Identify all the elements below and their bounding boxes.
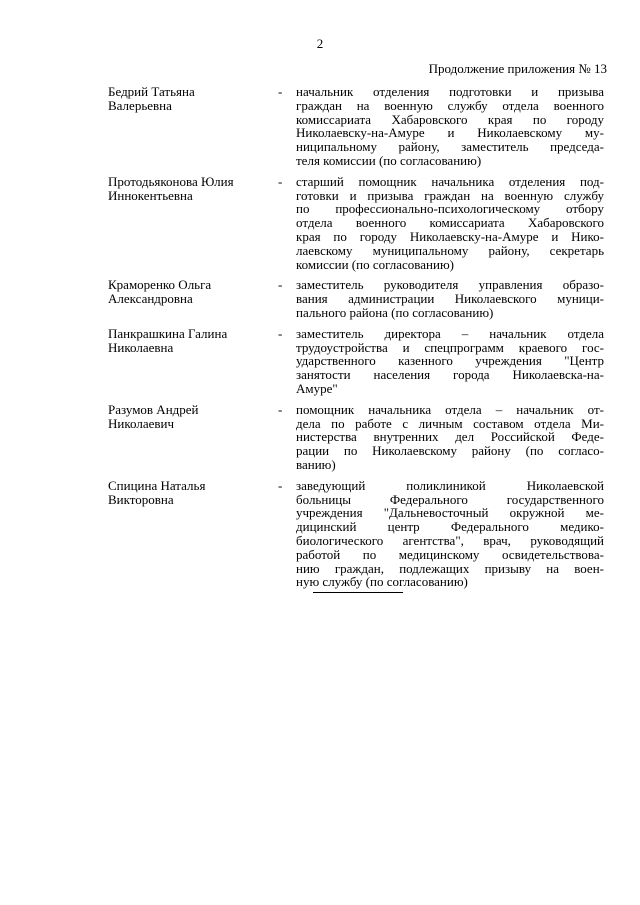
member-position-line: ную службу (по согласованию): [296, 574, 468, 590]
member-name: [108, 85, 278, 113]
continuation-note: Продолжение приложения № 13: [428, 61, 607, 76]
page-number: 2: [316, 36, 324, 51]
entry-dash: -: [278, 325, 283, 341]
member-position-line: края по городу Николаевску-на-Амуре и Нико-: [296, 228, 604, 244]
member-name-line: Николаевич: [108, 415, 174, 431]
member-name-line: Николаевна: [108, 339, 174, 355]
entry-dash: -: [278, 401, 283, 417]
member-position-line: по профессионально-психологическому отбору: [296, 201, 604, 217]
member-position-line: заведующий поликлиникой Николаевской: [296, 477, 604, 493]
member-position: [296, 479, 604, 589]
member-position-line: биологического агентства", врач, руководящий: [296, 532, 604, 548]
member-position-line: пального района (по согласованию): [296, 304, 494, 320]
entry-dash: -: [278, 84, 283, 99]
member-position-line: Николаевску-на-Амуре и Николаевскому му-: [296, 125, 604, 141]
member-position-line: ниципальному району, заместитель председа-: [296, 139, 604, 155]
member-position-line: заместитель руководителя управления образо-: [296, 277, 604, 293]
member-name-line: Спицина Наталья: [108, 477, 206, 493]
member-entry: [108, 278, 604, 319]
commission-members-list: [108, 85, 604, 596]
member-name-line: Бедрий Татьяна: [108, 84, 195, 99]
member-name: [108, 278, 278, 306]
member-position-line: помощник начальника отдела – начальник от-: [296, 401, 604, 417]
member-position: [296, 327, 604, 396]
member-position-line: учреждения "Дальневосточный окружной ме-: [296, 505, 604, 521]
member-position-line: нистерства внутренних дел Российской Феде-: [296, 429, 604, 445]
member-position-line: рации по Николаевскому району (по согласо-: [296, 443, 604, 459]
member-entry: [108, 479, 604, 589]
member-position-line: ударственного казенного учреждения "Центр: [296, 353, 604, 369]
member-name-line: Разумов Андрей: [108, 401, 199, 417]
member-name: [108, 479, 278, 507]
member-name: [108, 175, 278, 203]
member-position-line: лаевскому муниципальному району, секретарь: [296, 242, 604, 258]
member-position: [296, 85, 604, 168]
member-entry: [108, 327, 604, 396]
member-position-line: комиссариата Хабаровского края по городу: [296, 111, 604, 127]
member-name-line: Панкрашкина Галина: [108, 325, 228, 341]
member-name-line: Валерьевна: [108, 97, 172, 113]
member-position-line: нию граждан, подлежащих призыву на воен-: [296, 560, 604, 576]
member-position-line: дицинский центр Федерального медико-: [296, 519, 604, 535]
member-position-line: работой по медицинскому освидетельствова-: [296, 546, 604, 562]
member-position-line: ванию): [296, 456, 336, 472]
member-position: [296, 278, 604, 319]
member-position-line: вания администрации Николаевского муници-: [296, 291, 604, 307]
member-position-line: начальник отделения подготовки и призыва: [296, 84, 604, 99]
member-name-line: Викторовна: [108, 491, 174, 507]
member-position: [296, 403, 604, 472]
member-position-line: старший помощник начальника отделения под-: [296, 173, 604, 189]
member-position-line: теля комиссии (по согласованию): [296, 152, 482, 168]
member-position-line: трудоустройства и спецпрограмм краевого гос-: [296, 339, 604, 355]
member-position-line: занятости населения города Николаевска-на-: [296, 367, 604, 383]
member-position-line: комиссии (по согласованию): [296, 256, 454, 272]
member-name-line: Протодьяконова Юлия: [108, 173, 234, 189]
member-position-line: заместитель директора – начальник отдела: [296, 325, 604, 341]
member-entry: [108, 403, 604, 472]
member-position-line: дела по работе с личным составом отдела Ми-: [296, 415, 604, 431]
member-position-line: граждан на военную службу отдела военного: [296, 97, 604, 113]
closing-rule: [313, 592, 403, 593]
member-name-line: Иннокентьевна: [108, 187, 193, 203]
entry-dash: -: [278, 277, 283, 293]
entry-dash: -: [278, 477, 283, 493]
member-position-line: больницы Федерального государственного: [296, 491, 604, 507]
member-name: [108, 327, 278, 355]
entry-dash: -: [278, 173, 283, 189]
member-position-line: Амуре": [296, 380, 338, 396]
member-name-line: Краморенко Ольга: [108, 277, 212, 293]
member-entry: [108, 175, 604, 272]
member-position-line: готовки и призыва граждан на военную службу: [296, 187, 604, 203]
member-name-line: Александровна: [108, 291, 193, 307]
member-name: [108, 403, 278, 431]
member-position-line: отдела военного комиссариата Хабаровского: [296, 215, 604, 231]
member-position: [296, 175, 604, 272]
member-entry: [108, 85, 604, 168]
